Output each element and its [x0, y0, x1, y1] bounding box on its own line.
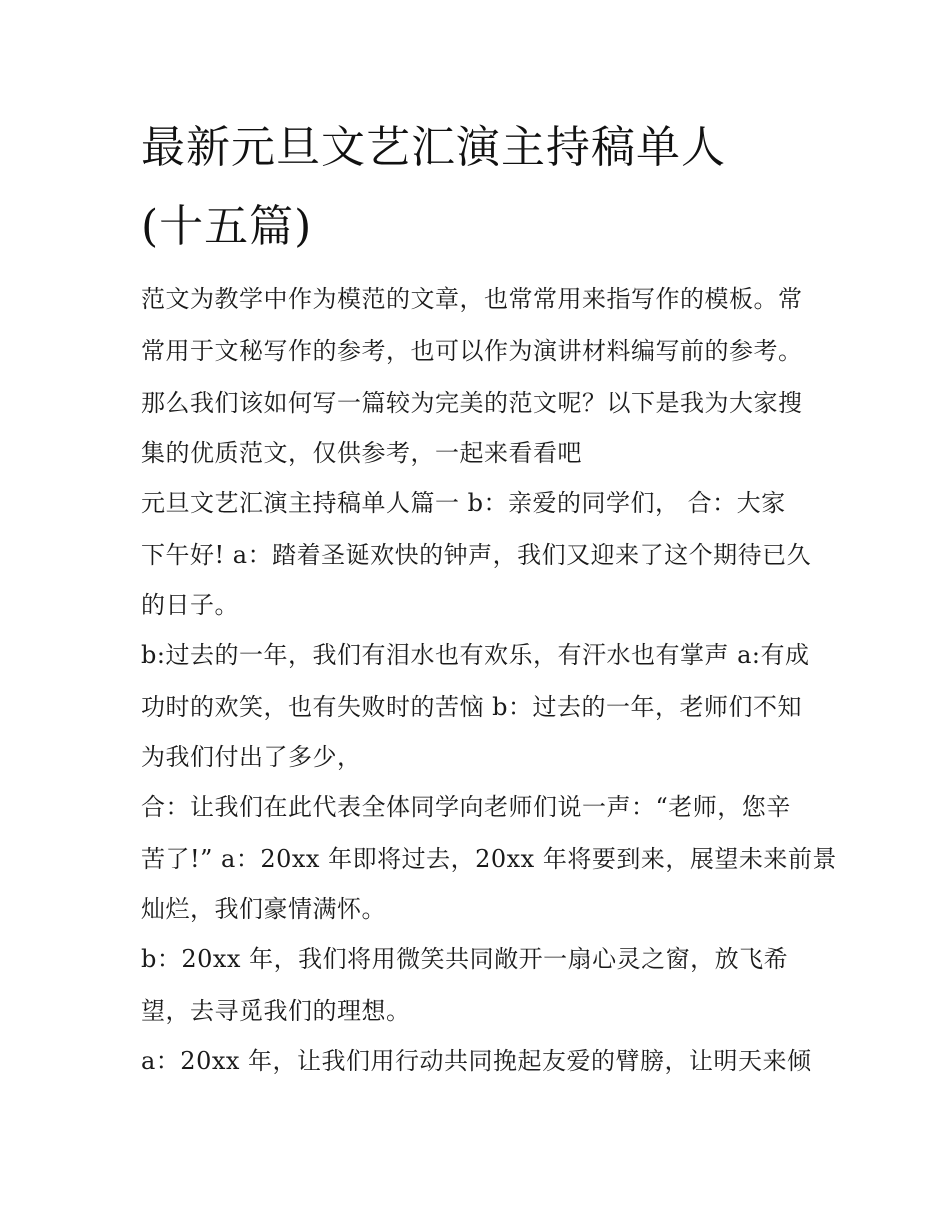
- body-line: b:过去的一年，我们有泪水也有欢乐，有汗水也有掌声 a:有成: [141, 641, 810, 669]
- body-line: 的日子。: [141, 591, 239, 619]
- body-line: b：20xx 年，我们将用微笑共同敞开一扇心灵之窗，放飞希: [141, 945, 789, 973]
- document-title-line-1: 最新元旦文艺汇演主持稿单人: [141, 122, 726, 173]
- document-title-line-2: (十五篇): [141, 201, 313, 252]
- body-line: 苦了!” a：20xx 年即将过去，20xx 年将要到来，展望未来前景: [141, 845, 837, 873]
- body-line: a：20xx 年，让我们用行动共同挽起友爱的臂膀，让明天来倾: [141, 1047, 812, 1075]
- body-line: 范文为教学中作为模范的文章，也常常用来指写作的模板。常: [141, 285, 803, 313]
- body-line: 灿烂，我们豪情满怀。: [141, 895, 386, 923]
- body-line: 为我们付出了多少，: [141, 743, 362, 771]
- body-line: 下午好! a：踏着圣诞欢快的钟声，我们又迎来了这个期待已久: [141, 541, 812, 569]
- body-line: 集的优质范文，仅供参考，一起来看看吧: [141, 439, 582, 467]
- body-line: 元旦文艺汇演主持稿单人篇一 b：亲爱的同学们， 合：大家: [141, 489, 786, 517]
- body-line: 功时的欢笑，也有失败时的苦恼 b：过去的一年，老师们不知: [141, 693, 802, 721]
- body-line: 常用于文秘写作的参考，也可以作为演讲材料编写前的参考。: [141, 337, 803, 365]
- body-line: 那么我们该如何写一篇较为完美的范文呢？以下是我为大家搜: [141, 389, 803, 417]
- body-line: 合：让我们在此代表全体同学向老师们说一声：“老师，您辛: [141, 793, 791, 821]
- body-line: 望，去寻觅我们的理想。: [141, 997, 411, 1025]
